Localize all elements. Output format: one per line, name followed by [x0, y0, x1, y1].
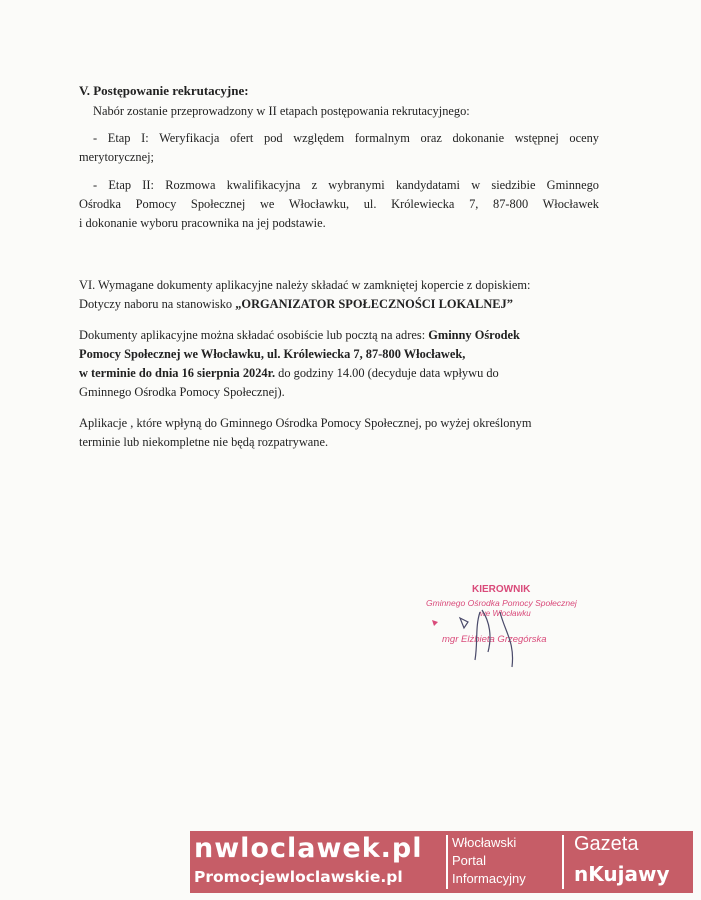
stage-1-paragraph: - Etap I: Weryfikacja ofert pod względem formalnym oraz dokonanie wstępnej oceny merytorycznej;: [79, 131, 599, 164]
stage-2-paragraph: - Etap II: Rozmowa kwalifikacyjna z wybranymi kandydatami w siedzibie Gminnego Ośrodka Pomocy Społecznej we Włocławku, ul. Królewiecka 7, 87-800 Włocławek i dokonanie wyboru pracownika na jej podstawie.: [79, 178, 599, 230]
stamp-name: mgr Elżbieta Grzegórska: [442, 634, 547, 645]
stamp-title: KIEROWNIK: [472, 584, 531, 595]
submission-paragraph: Dokumenty aplikacyjne można składać osobiście lub pocztą na adres: Gminny Ośrodek Pomocy Społecznej we Włocławku, ul. Królewiecka 7, 87-800 Włocławek, w terminie do dnia 16 sierpnia 2024r. do godziny 14.00 (decyduje data wpływu do Gminnego Ośrodka Pomocy Społecznej).: [79, 328, 520, 399]
section-5-intro: Nabór zostanie przeprowadzony w II etapach postępowania rekrutacyjnego:: [93, 104, 470, 118]
portal-banner: [190, 831, 693, 893]
banner-divider-1: [446, 835, 448, 889]
gazeta-label: Gazeta: [574, 833, 639, 855]
nkujawy-logo[interactable]: nKujawy: [574, 862, 670, 886]
stamp-org-line-1: Gminnego Ośrodka Pomocy Społecznej: [426, 598, 577, 608]
official-stamp: [420, 582, 600, 672]
stamp-org-line-2: we Włocławku: [480, 609, 531, 618]
deadline: w terminie do dnia 16 sierpnia 2024r.: [79, 366, 276, 380]
portal-label: Włocławski Portal Informacyjny: [452, 835, 526, 886]
signature-icon: [420, 582, 600, 672]
site-name-2[interactable]: Promocjewloclawskie.pl: [194, 868, 403, 886]
section-5-title: V. Postępowanie rekrutacyjne:: [79, 83, 249, 98]
banner-divider-2: [562, 835, 564, 889]
applications-note: Aplikacje , które wpłyną do Gminnego Ośrodka Pomocy Społecznej, po wyżej określonym terminie lub niekompletne nie będą rozpatrywane.: [79, 416, 532, 449]
site-name[interactable]: nwloclawek.pl: [194, 833, 423, 864]
position-name: „ORGANIZATOR SPOŁECZNOŚCI LOKALNEJ”: [235, 297, 513, 311]
section-6-paragraph: VI. Wymagane dokumenty aplikacyjne należy składać w zamkniętej kopercie z dopiskiem: Dotyczy naboru na stanowisko „ORGANIZATOR SPOŁECZNOŚCI LOKALNEJ”: [79, 278, 531, 311]
